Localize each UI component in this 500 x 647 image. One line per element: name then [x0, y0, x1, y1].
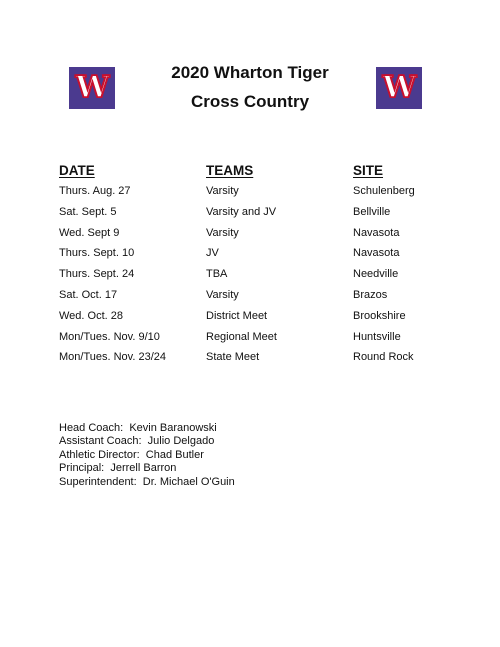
date-cell: Sat. Sept. 5 — [59, 205, 117, 218]
teams-cell: TBA — [206, 268, 228, 281]
page-title-line1: 2020 Wharton Tiger — [171, 63, 329, 82]
teams-cell: Varsity — [206, 288, 239, 301]
date-cell: Thurs. Sept. 10 — [59, 247, 135, 260]
site-cell: Schulenberg — [353, 185, 415, 197]
table-row — [0, 267, 500, 288]
table-row — [0, 246, 500, 267]
table-row — [0, 350, 500, 371]
date-cell: Sat. Oct. 17 — [59, 288, 118, 301]
table-row — [0, 288, 500, 309]
page-title-line2: Cross Country — [190, 92, 310, 111]
teams-cell: State Meet — [206, 351, 260, 364]
table-row — [0, 184, 500, 205]
date-cell: Wed. Oct. 28 — [59, 309, 123, 322]
site-cell: Round Rock — [353, 351, 414, 364]
teams-cell: JV — [206, 247, 219, 260]
schedule-table — [0, 184, 500, 371]
staff-athletic-director: Athletic Director: Chad Butler — [59, 448, 204, 461]
site-cell: Navasota — [353, 247, 400, 260]
column-header-site: SITE — [353, 163, 384, 178]
teams-cell: Varsity and JV — [206, 205, 277, 218]
site-cell: Brookshire — [353, 309, 406, 322]
site-cell: Needville — [353, 268, 399, 281]
staff-assistant-coach: Assistant Coach: Julio Delgado — [59, 435, 215, 448]
table-row — [0, 309, 500, 330]
column-header-teams: TEAMS — [206, 163, 254, 178]
date-cell: Thurs. Aug. 27 — [59, 185, 131, 197]
column-header-date: DATE — [59, 163, 95, 178]
site-cell: Huntsville — [353, 330, 401, 343]
teams-cell: District Meet — [206, 309, 268, 322]
staff-principal: Principal: Jerrell Barron — [59, 462, 177, 475]
site-cell: Navasota — [353, 226, 400, 239]
staff-list — [59, 422, 235, 489]
date-cell: Wed. Sept 9 — [59, 226, 120, 239]
teams-cell: Regional Meet — [206, 330, 277, 343]
staff-head-coach: Head Coach: Kevin Baranowski — [59, 422, 217, 434]
table-row — [0, 205, 500, 226]
site-cell: Brazos — [353, 288, 388, 301]
logo-letter: W — [75, 70, 109, 105]
date-cell: Mon/Tues. Nov. 23/24 — [59, 351, 166, 364]
site-cell: Bellville — [353, 205, 391, 218]
date-cell: Mon/Tues. Nov. 9/10 — [59, 330, 160, 343]
staff-superintendent: Superintendent: Dr. Michael O'Guin — [59, 475, 235, 488]
teams-cell: Varsity — [206, 226, 239, 239]
teams-cell: Varsity — [206, 185, 239, 197]
table-row — [0, 330, 500, 351]
table-row — [0, 226, 500, 247]
logo-letter: W — [382, 70, 416, 105]
date-cell: Thurs. Sept. 24 — [59, 268, 135, 281]
